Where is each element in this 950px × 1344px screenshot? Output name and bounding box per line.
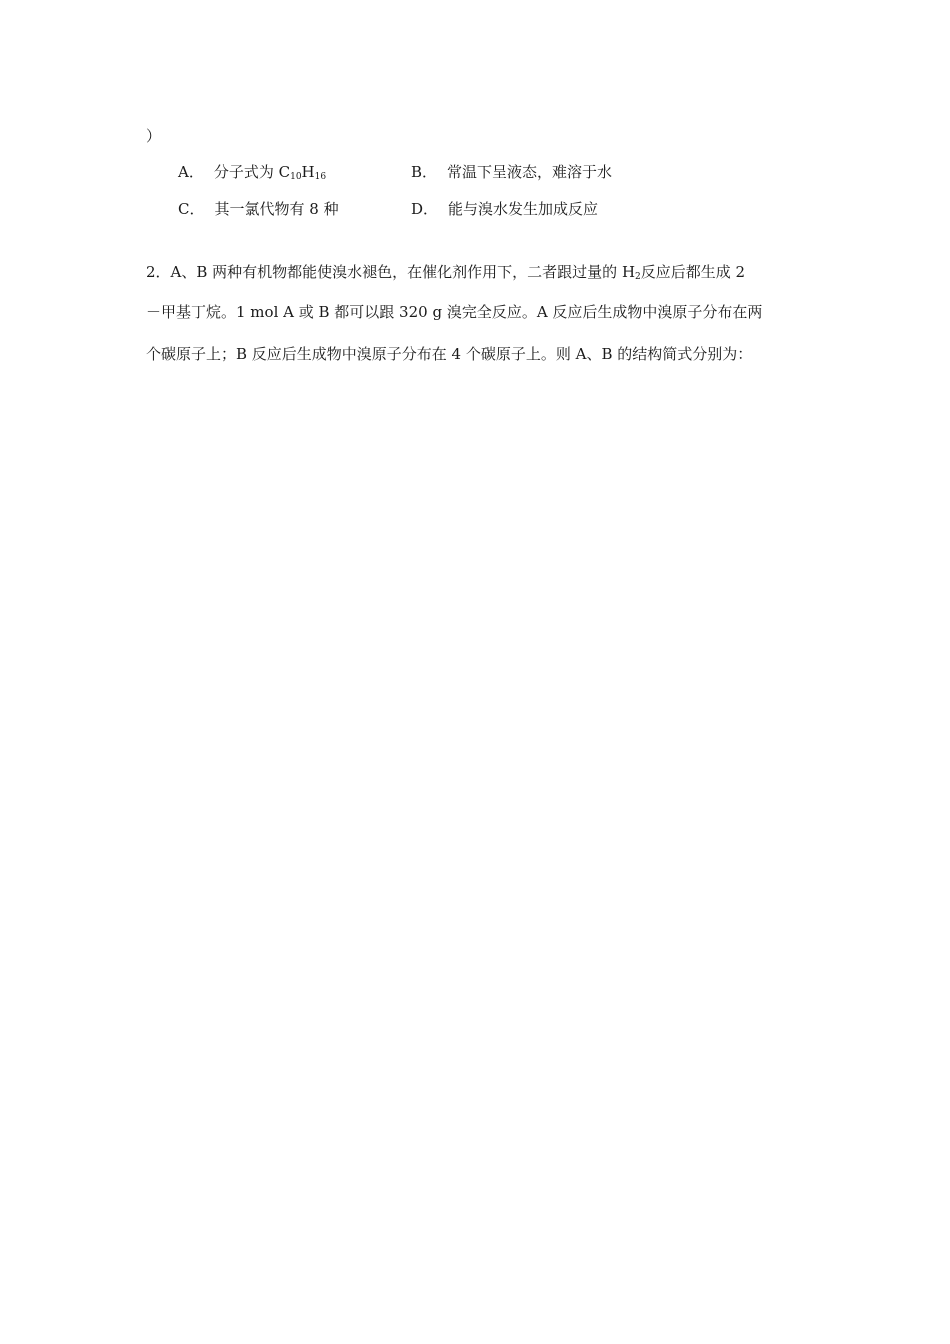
option-b-label: B． [411,163,438,181]
option-c-label: C． [178,200,205,218]
question2-subscript: 2 [635,272,641,282]
option-a-text: 分子式为 C [213,163,291,181]
option-a-subscript-carbon: 10 [290,172,302,182]
question2-line1-post: 反应后都生成 2 [640,263,746,281]
question2-line1 [146,262,745,282]
option-b [411,162,612,182]
option-d [411,199,598,219]
question2-line3: 个碳原子上；B 反应后生成物中溴原子分布在 4 个碳原子上。则 A、B 的结构简式分别为： [146,345,753,363]
question2-line1-pre: 2．A、B 两种有机物都能使溴水褪色，在催化剂作用下，二者跟过量的 H [146,263,636,281]
question1-closing-paren: ） [146,127,162,145]
question2-line2: －甲基丁烷。1 mol A 或 B 都可以跟 320 g 溴完全反应。A 反应后生成物中溴原子分布在两 [146,303,763,321]
option-b-text: 常温下呈液态，难溶于水 [447,163,613,181]
option-a [178,162,326,182]
option-d-text: 能与溴水发生加成反应 [448,200,599,218]
option-a-label: A． [178,163,204,181]
option-c-text: 其一氯代物有 8 种 [214,200,339,218]
option-a-subscript-hydrogen: 16 [314,172,327,182]
option-d-label: D． [411,200,439,218]
option-a-hydrogen: H [301,163,315,181]
option-c [178,199,339,219]
